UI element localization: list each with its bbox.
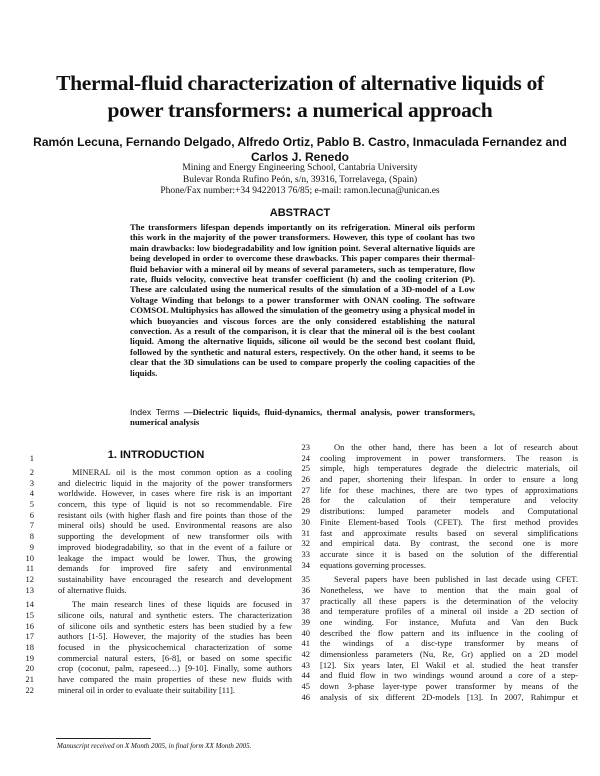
text-line xyxy=(296,628,596,639)
left-column xyxy=(20,467,292,695)
line-number: 10 xyxy=(25,552,34,563)
line-text: and dielectric liquid in the majority of the power transformers xyxy=(58,477,292,488)
line-text: simple, high temperatures degrade the dielectric materials, oil xyxy=(320,463,578,474)
line-text: Finite Element-based Tools (CFET). The first method provides xyxy=(320,516,578,527)
text-line xyxy=(20,642,292,653)
text-line xyxy=(20,599,292,610)
line-number: 40 xyxy=(301,627,310,638)
text-line xyxy=(296,506,596,517)
line-text: improved biodegradability, so that in the event of a failure or xyxy=(58,541,292,552)
text-line xyxy=(20,631,292,642)
line-number: 42 xyxy=(301,649,310,660)
line-text: practically all these papers is the determination of the velocity xyxy=(320,595,578,606)
section-heading: 1. INTRODUCTION xyxy=(107,449,205,461)
line-text: resistant oils (with higher flash and fire points than those of the xyxy=(58,509,292,520)
line-text: accurate since it is based on the solution of the differential xyxy=(320,548,578,559)
line-number: 38 xyxy=(301,606,310,617)
footnote: Manuscript received on X Month 2005, in final form XX Month 2005. xyxy=(57,742,252,750)
line-number: 32 xyxy=(301,538,310,549)
line-number: 4 xyxy=(29,488,34,499)
text-line xyxy=(296,538,596,549)
line-text: crop (coconut, palm, rapeseed…) [9-10]. Finally, some authors xyxy=(58,663,292,674)
text-line xyxy=(20,674,292,685)
line-number: 46 xyxy=(301,691,310,702)
text-line xyxy=(296,638,596,649)
line-text: one winding. For instance, Mufuta and Van den Buck xyxy=(320,617,578,627)
text-line xyxy=(296,442,596,453)
text-line xyxy=(296,528,596,539)
text-line xyxy=(296,692,596,703)
line-number: 31 xyxy=(301,527,310,538)
line-number: 39 xyxy=(301,617,310,627)
line-number: 21 xyxy=(25,674,34,685)
text-line xyxy=(20,663,292,674)
line-text: Nonetheless, we have to mention that the main goal of xyxy=(320,584,578,595)
index-terms xyxy=(130,407,475,428)
text-line xyxy=(20,478,292,489)
line-number: 14 xyxy=(25,599,34,610)
line-text: The main research lines of these liquids are focused in xyxy=(72,599,292,610)
line-number: 2 xyxy=(29,467,34,477)
text-line xyxy=(20,574,292,585)
line-text: mineral oils) should be used. Environmental reasons are also xyxy=(58,520,292,531)
line-number: 3 xyxy=(29,477,34,488)
text-line xyxy=(20,542,292,553)
line-text: sustainability have encouraged the research and development xyxy=(58,573,292,584)
line-text: have compared the main properties of these new fluids with xyxy=(58,674,292,685)
affiliation-block xyxy=(60,163,540,198)
line-number: 19 xyxy=(25,652,34,663)
line-number: 18 xyxy=(25,642,34,652)
line-text: mineral oil in order to evaluate their suitability [11]. xyxy=(58,684,235,695)
contact-line: Phone/Fax number:+34 9422013 76/85; e-mail: ramon.lecuna@unican.es xyxy=(160,186,440,196)
line-number: 44 xyxy=(301,670,310,681)
text-line xyxy=(20,563,292,574)
line-number: 15 xyxy=(25,609,34,620)
text-line xyxy=(296,474,596,485)
line-number: 7 xyxy=(29,520,34,531)
line-number: 41 xyxy=(301,638,310,649)
text-line xyxy=(296,517,596,528)
line-number: 6 xyxy=(29,509,34,520)
line-number: 22 xyxy=(25,684,34,695)
text-line xyxy=(20,685,292,696)
text-line xyxy=(20,610,292,621)
text-line xyxy=(20,520,292,531)
text-line xyxy=(296,681,596,692)
line-text: Several papers have been published in last decade using CFET. xyxy=(334,574,578,585)
line-text: [12]. Six years later, El Wakil et al. studied the heat transfer xyxy=(320,659,578,670)
right-column xyxy=(296,442,596,703)
line-number: 26 xyxy=(301,474,310,485)
line-number: 29 xyxy=(301,506,310,517)
line-number: 23 xyxy=(301,442,310,452)
text-line xyxy=(296,670,596,681)
line-text: equations governing processes. xyxy=(320,559,426,570)
line-text: authors [1-5]. However, the majority of the studies has been xyxy=(58,631,292,642)
line-text: the windings of a disc-type transformer by means of xyxy=(320,638,578,649)
text-line xyxy=(20,499,292,510)
line-number: 12 xyxy=(25,573,34,584)
line-text: and fluid flow in two windings wound around a core of a step- xyxy=(320,670,578,681)
line-text: and paper, shortening their lifespan. In order to ensure a long xyxy=(320,474,578,485)
line-number: 45 xyxy=(301,681,310,692)
text-line xyxy=(296,485,596,496)
line-text: down 3-phase layer-type power transformer by means of the xyxy=(320,681,578,692)
line-number: 25 xyxy=(301,463,310,474)
text-line xyxy=(20,531,292,542)
affiliation-line: Mining and Energy Engineering School, Cantabria University xyxy=(182,163,418,173)
text-line xyxy=(296,596,596,607)
line-text: leakage the impact would be lower. Thus, the growing xyxy=(58,552,292,563)
text-line xyxy=(296,549,596,560)
line-text: of alternative fluids. xyxy=(58,584,127,595)
line-text: concern, this type of liquid is not so recommendable. Fire xyxy=(58,499,292,510)
affiliation-line: Bulevar Ronda Rufino Peón, s/n, 39316, Torrelavega, (Spain) xyxy=(182,174,418,185)
line-number: 9 xyxy=(29,541,34,552)
line-number: 37 xyxy=(301,595,310,606)
line-number: 8 xyxy=(29,531,34,542)
text-line xyxy=(20,467,292,478)
line-text: life for these machines, there are two types of approximations xyxy=(320,484,578,495)
text-line xyxy=(20,653,292,664)
text-line xyxy=(296,649,596,660)
line-text: and temperature profiles of a mineral oil inside a 2D section of xyxy=(320,606,578,617)
line-text: and empirical data. By contrast, the second one is more xyxy=(320,538,578,549)
abstract-heading: ABSTRACT xyxy=(269,207,331,219)
line-number: 11 xyxy=(25,563,34,574)
line-number: 33 xyxy=(301,548,310,559)
line-number: 27 xyxy=(301,484,310,495)
footnote-rule xyxy=(56,738,151,739)
line-text: for the calculation of their temperature and velocity xyxy=(320,495,578,506)
text-line xyxy=(20,621,292,632)
line-text: distributions: lumped parameter models and Computational xyxy=(320,506,578,517)
text-line xyxy=(20,488,292,499)
line-number: 5 xyxy=(29,499,34,510)
line-text: silicone oils, natural and synthetic esters. The characterization xyxy=(58,609,292,620)
line-number: 17 xyxy=(25,631,34,642)
abstract-paragraph: The transformers lifespan depends importantly on its refrigeration. Mineral oils perform this work in the majority of the power transformers. However, this type of coolant has two main drawbacks: low biodegradability and low ignition point. Several alternative liquids are being developed in order to overcome these drawbacks. This paper compares their thermal-fluid behavior with a mineral oil by means of several parameters, such as temperature, flow rate, fluids velocity, convective heat transfer coefficient (h) and the cooling criterion (P). These are calculated using the numerical results of the simulation of a 3D-model of a Low Voltage Winding that belongs to a power transformer with ONAN cooling. The software COMSOL Multiphysics has allowed the simulation of the geometry using a physical model in which buoyancies and viscous forces are the only considered establishing the natural convection. As a result of the comparison, it is clear that the mineral oil is the best coolant liquid. Among the alternative liquids, silicone oil would be the second best coolant fluid, followed by the synthetic and natural esters, respectively. On the other hand, it seems to be clear that the 3D simulations can be used to compare properly the cooling capacities of the liquids. xyxy=(130,222,475,378)
text-line xyxy=(296,453,596,464)
line-number: 24 xyxy=(301,452,310,463)
line-number: 35 xyxy=(301,574,310,585)
line-number: 34 xyxy=(301,559,310,570)
text-line xyxy=(296,495,596,506)
paper-title: Thermal-fluid characterization of alternative liquids of power transformers: a numerical approach xyxy=(56,71,544,122)
line-number: 13 xyxy=(25,584,34,595)
text-line xyxy=(296,574,596,585)
text-line xyxy=(296,585,596,596)
line-number: 28 xyxy=(301,495,310,506)
index-terms-label: Index Terms xyxy=(130,407,180,417)
abstract-text xyxy=(130,222,475,378)
text-line xyxy=(20,585,292,596)
line-text: On the other hand, there has been a lot of research about xyxy=(334,442,578,452)
line-number: 43 xyxy=(301,659,310,670)
line-text: of silicone oils and synthetic esters has been studied by a few xyxy=(58,620,292,631)
line-text: analysis of six different 2D-models [13]. In 2007, Rahimpur et xyxy=(320,691,578,702)
line-number: 1 xyxy=(29,453,34,463)
line-text: fast and approximate results based on several simplifications xyxy=(320,527,578,538)
line-number: 16 xyxy=(25,620,34,631)
line-number: 20 xyxy=(25,663,34,674)
line-text: MINERAL oil is the most common option as a cooling xyxy=(72,467,292,477)
text-line xyxy=(296,660,596,671)
line-text: demands for improved fire safety and environmental xyxy=(58,563,292,574)
text-line xyxy=(296,606,596,617)
line-text: worldwide. However, in cases where fire risk is an important xyxy=(58,488,292,499)
line-text: described the flow pattern and its influence in the cooling of xyxy=(320,627,578,638)
line-text: supporting the development of new transformer oils with xyxy=(58,531,292,542)
text-line xyxy=(20,510,292,521)
author-list: Ramón Lecuna, Fernando Delgado, Alfredo Ortiz, Pablo B. Castro, Inmaculada Fernandez and Carlos J. Renedo xyxy=(33,135,567,164)
text-line xyxy=(296,463,596,474)
text-line xyxy=(20,553,292,564)
line-number: 36 xyxy=(301,584,310,595)
line-number: 30 xyxy=(301,516,310,527)
index-terms-text: —Dielectric liquids, fluid-dynamics, thermal analysis, power transformers, numerical analysis xyxy=(130,407,476,428)
text-line xyxy=(296,560,596,571)
line-text: dimensionless parameters (Nu, Re, Gr) applied on a 2D model xyxy=(320,649,578,660)
line-text: focused in the physicochemical characterization of some xyxy=(58,642,292,652)
line-text: commercial natural esters, [6-8], or based on some specific xyxy=(58,652,292,663)
line-text: cooling improvement in power transformers. The reason is xyxy=(320,452,578,463)
text-line xyxy=(296,617,596,628)
